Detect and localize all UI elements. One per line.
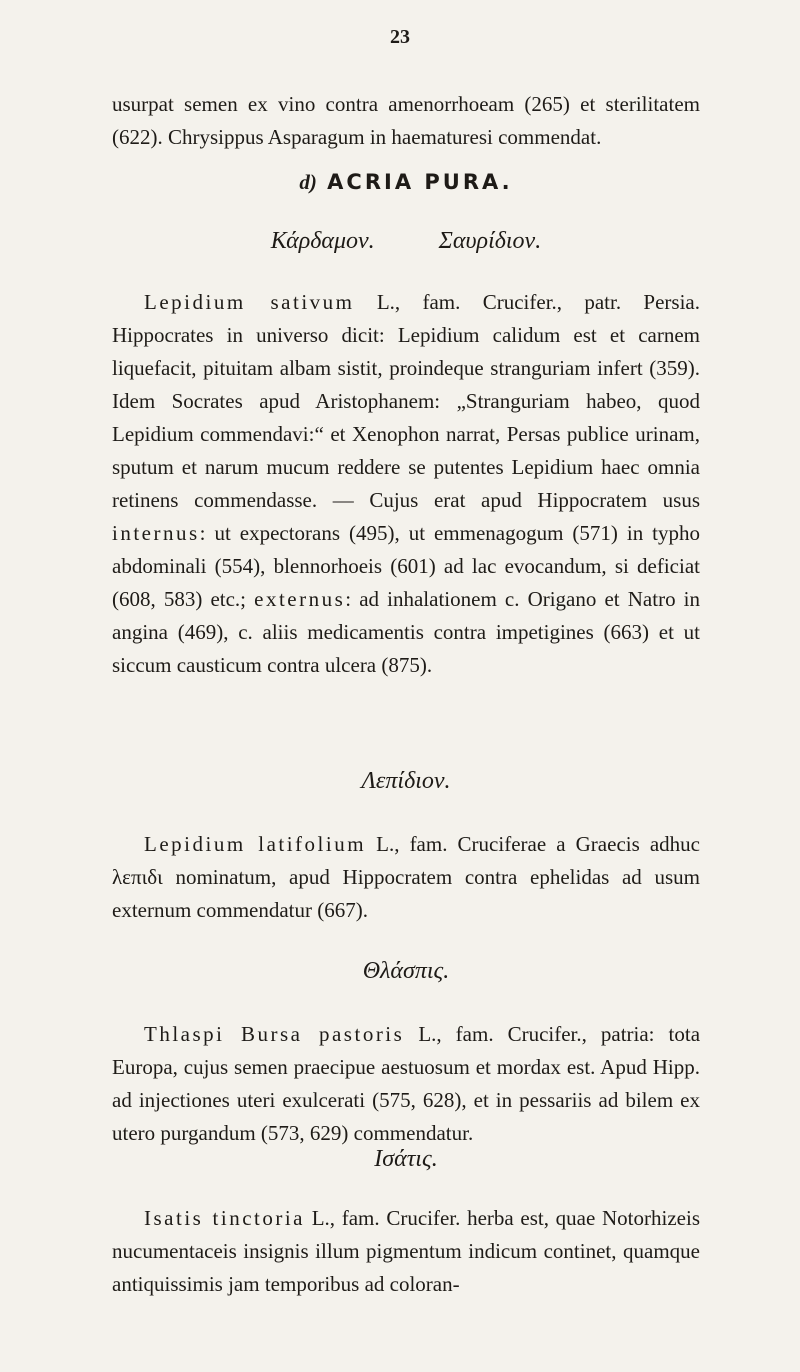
greek-heading-1 (112, 228, 700, 255)
greek-name: Σαυρίδιον. (438, 228, 542, 254)
entry-paragraph-2 (112, 828, 700, 927)
greek-heading-2 (112, 768, 700, 795)
entry-text: L., fam. Crucifer. herba est, quae Notorhizeis nucumentaceis insignis illum pigmentum indicum continet, quamque antiquissimis jam temporibus ad coloran- (112, 1206, 700, 1296)
intro-paragraph: usurpat semen ex vino contra amenorrhoeam (265) et sterilitatem (622). Chrysippus Asparagum in haematuresi commendat. (112, 92, 700, 149)
species-name: Thlaspi Bursa pastoris (144, 1022, 405, 1046)
entry-paragraph-4 (112, 1202, 700, 1301)
greek-name: Κάρδαμον. (270, 228, 375, 254)
entry-text: L., fam. Crucifer., patr. Persia. Hippocrates in universo dicit: Lepidium calidum est et carnem liquefacit, pituitam albam sistit, proindeque stranguriam infert (359). Idem Socrates apud Aristophanem: „Stranguriam habeo, quod Lepidium commendavi:“ et Xenophon narrat, Persas publice urinam, sputum et narum mucum reddere se putentes Lepidium haec omnia retinens commendasse. — Cujus erat apud Hippocratem usus (112, 290, 701, 512)
entry-paragraph-3 (112, 1018, 700, 1150)
species-name: Isatis tinctoria (144, 1206, 305, 1230)
species-name: Lepidium sativum (144, 290, 355, 314)
page-number: 23 (390, 26, 410, 48)
greek-name: Λεπίδιον. (361, 768, 451, 794)
section-heading (112, 170, 700, 195)
greek-name: Ισάτις. (374, 1146, 438, 1172)
entry-text-2: : ut expectorans (495), ut emmenagogum (571) in typho abdominali (554), blennorhoeis (601) ad lac evocandum, si deficiat (608, 583) etc.; (112, 521, 700, 611)
usus-externus: externus (254, 587, 346, 611)
section-letter: d) (299, 170, 317, 194)
usus-internus: internus (112, 521, 200, 545)
entry-text: L., fam. Cruciferae a Graecis adhuc λεπιδι nominatum, apud Hippocratem contra ephelidas ad usum externum commendatur (667). (112, 832, 701, 922)
greek-name: Θλάσπις. (362, 958, 450, 984)
greek-heading-3 (112, 958, 700, 985)
greek-heading-4 (112, 1146, 700, 1173)
entry-paragraph-1 (112, 286, 700, 682)
entry-text: L., fam. Crucifer., patria: tota Europa, cujus semen praecipue aestuosum et mordax est. Apud Hipp. ad injectiones uteri exulcerati (575, 628), et in pessariis ad bilem ex utero purgandum (573, 629) commendatur. (112, 1022, 701, 1145)
entry-text-3: : ad inhalationem c. Origano et Natro in angina (469), c. aliis medicamentis contra impetigines (663) et ut siccum causticum contra ulcera (875). (112, 587, 701, 677)
species-name: Lepidium latifolium (144, 832, 367, 856)
section-title: ACRIA PURA. (327, 170, 513, 194)
